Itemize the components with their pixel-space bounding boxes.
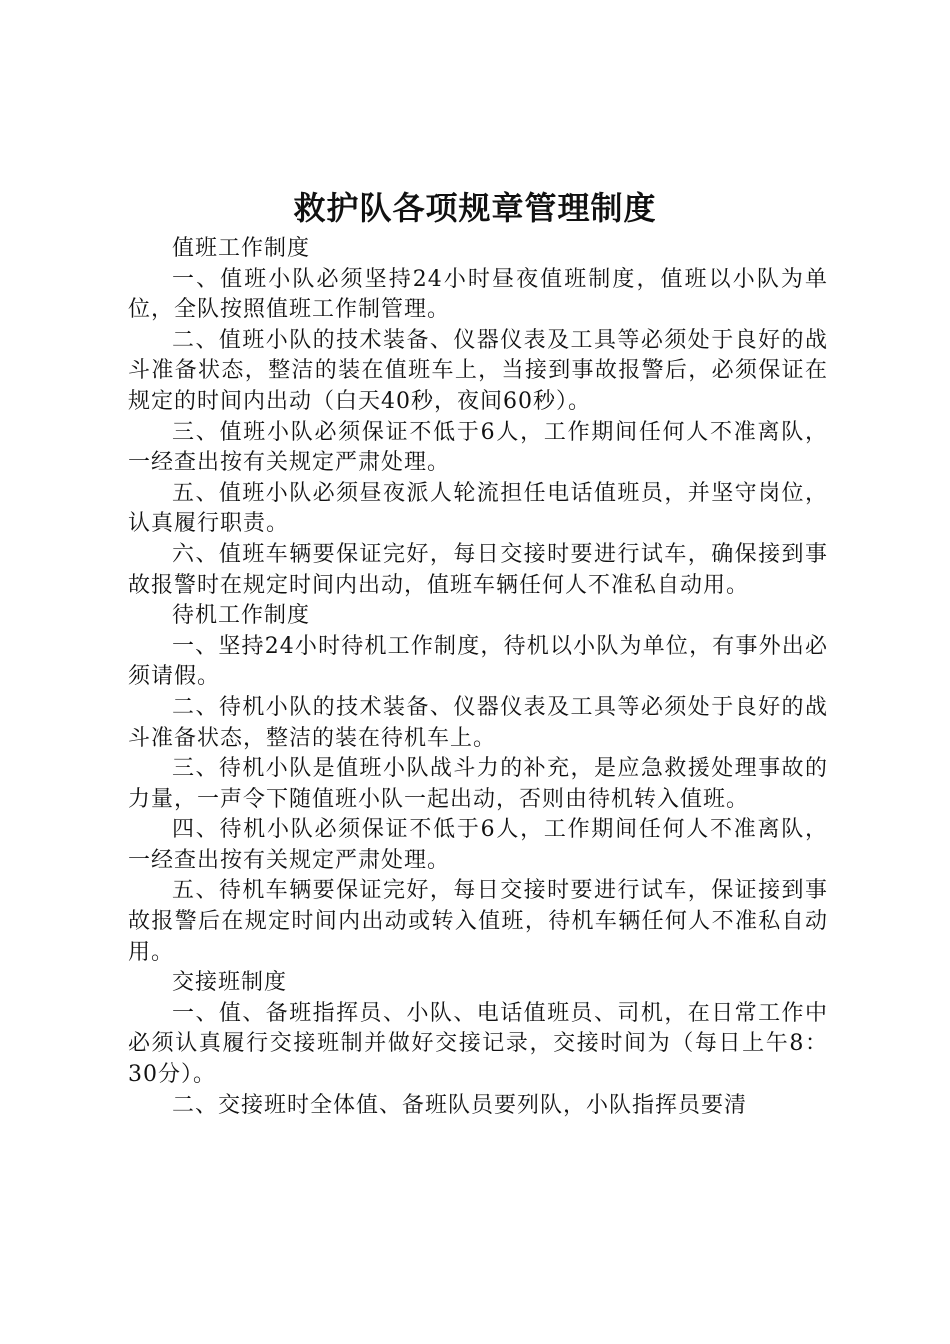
- paragraph: 二、待机小队的技术装备、仪器仪表及工具等必须处于良好的战斗准备状态，整洁的装在待机车上。: [128, 694, 828, 751]
- section-heading-standby: 待机工作制度: [172, 603, 311, 629]
- paragraph: 二、交接班时全体值、备班队员要列队，小队指挥员要清: [172, 1092, 748, 1118]
- paragraph: 五、值班小队必须昼夜派人轮流担任电话值班员，并坚守岗位，认真履行职责。: [128, 480, 828, 537]
- paragraph: 二、值班小队的技术装备、仪器仪表及工具等必须处于良好的战斗准备状态，整洁的装在值班车上，当接到事故报警后，必须保证在规定的时间内出动（白天40秒，夜间60秒）。: [128, 327, 828, 414]
- section-heading-handover: 交接班制度: [172, 970, 288, 996]
- paragraph: 一、值、备班指挥员、小队、电话值班员、司机，在日常工作中必须认真履行交接班制并做好交接记录，交接时间为（每日上午8：30分）。: [128, 1000, 828, 1088]
- document-title: 救护队各项规章管理制度: [293, 189, 657, 227]
- paragraph: 一、值班小队必须坚持24小时昼夜值班制度，值班以小队为单位，全队按照值班工作制管理。: [128, 266, 828, 323]
- section-heading-duty: 值班工作制度: [172, 236, 311, 261]
- paragraph: 一、坚持24小时待机工作制度，待机以小队为单位，有事外出必须请假。: [128, 633, 828, 690]
- paragraph: 三、值班小队必须保证不低于6人，工作期间任何人不准离队，一经查出按有关规定严肃处理。: [128, 419, 828, 476]
- paragraph: 四、待机小队必须保证不低于6人，工作期间任何人不准离队，一经查出按有关规定严肃处理。: [128, 817, 828, 873]
- paragraph: 五、待机车辆要保证完好，每日交接时要进行试车，保证接到事故报警后在规定时间内出动或转入值班，待机车辆任何人不准私自动用。: [128, 878, 828, 965]
- paragraph: 六、值班车辆要保证完好，每日交接时要进行试车，确保接到事故报警时在规定时间内出动，值班车辆任何人不准私自动用。: [128, 541, 828, 598]
- paragraph: 三、待机小队是值班小队战斗力的补充，是应急救援处理事故的力量，一声令下随值班小队一起出动，否则由待机转入值班。: [128, 756, 828, 812]
- document-body: [128, 234, 828, 1121]
